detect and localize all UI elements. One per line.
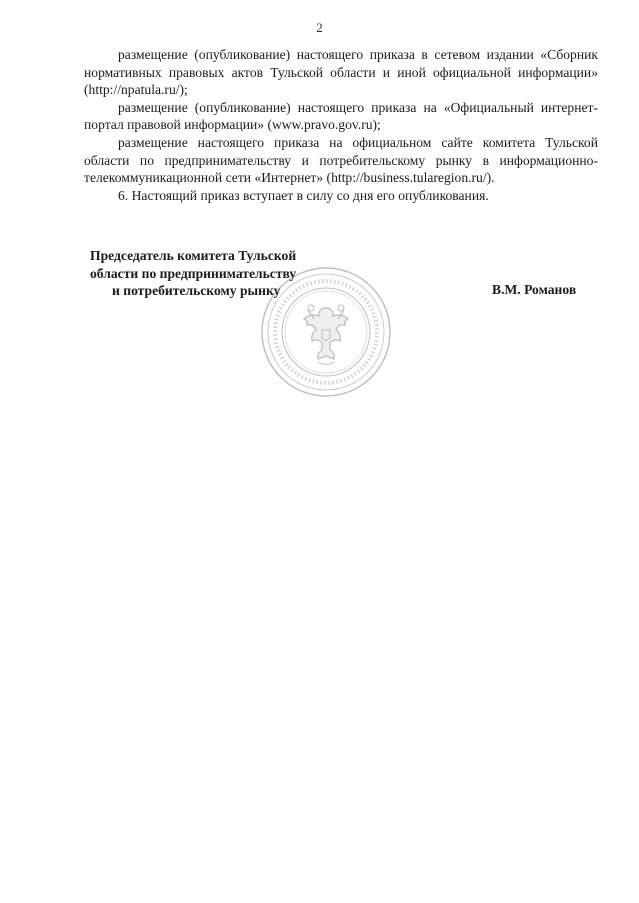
page-number: 2 [316, 20, 323, 35]
paragraph-entry-into-force: 6. Настоящий приказ вступает в силу со дня его опубликования. [118, 187, 489, 203]
paragraph-publication-business-site: размещение настоящего приказа на официальном сайте комитета Тульской области по предпринимательству и потребительскому рынку в информационно-телекоммуникационной сети «Интернет» (http://business.tularegion.ru/). [84, 134, 598, 186]
paragraph-publication-pravo: размещение (опубликование) настоящего приказа на «Официальный интернет-портал правовой информации» (www.pravo.gov.ru); [84, 99, 598, 133]
signatory-name: В.М. Романов [492, 282, 577, 297]
signatory-position-line: области по предпринимательству [90, 265, 297, 281]
official-seal-icon [258, 264, 394, 400]
paragraph-publication-npatula: размещение (опубликование) настоящего приказа в сетевом издании «Сборник нормативных правовых актов Тульской области и иной официальной информации» (http://npatula.ru/); [84, 47, 598, 98]
signatory-position-line: и потребительскому рынку [112, 283, 281, 299]
signatory-position-line: Председатель комитета Тульской [90, 248, 297, 263]
order-body-text [84, 46, 598, 204]
